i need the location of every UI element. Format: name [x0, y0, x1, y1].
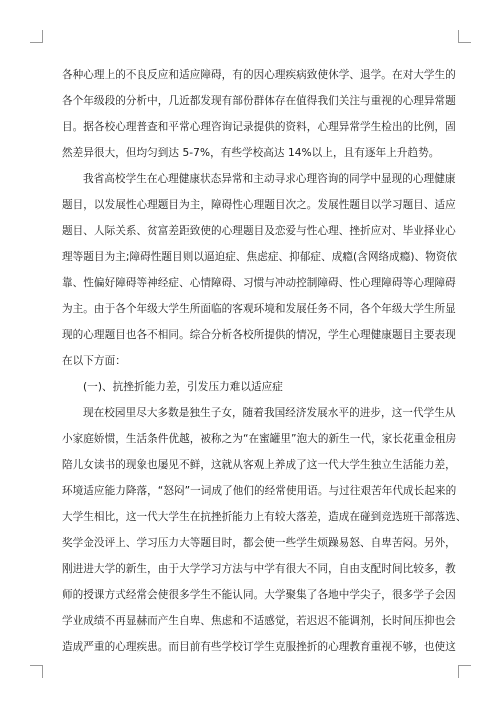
text-line: 题目、人际关系、贫富差距致使的心理题目及恋爱与性心理、挫折应对、毕业择业心: [62, 225, 456, 237]
text-line: 师的授课方式经常会使很多学生不能认同。大学聚集了各地中学尖子，很多学子会因: [62, 589, 456, 601]
text-line: 小家庭娇惯，生活条件优越，被称之为“在蜜罐里”泡大的新生一代，家长花重金租房: [62, 433, 457, 445]
text-line: 学业成绩不再显赫而产生自卑、焦虑和不适感觉，若迟迟不能调剂，长时间压抑也会: [62, 615, 456, 627]
crop-mark-top-right: [458, 30, 471, 43]
text-line: 理等题目为主;障碍性题目则以逼迫症、焦虑症、抑郁症、成瘾(含网络成瘾)、物资依: [62, 251, 458, 263]
text-line: 目。据各校心理普查和平常心理咨询记录提供的资料，心理异常学生检出的比例，固: [62, 121, 456, 133]
text-line: 刚进进大学的新生，由于大学学习方法与中学有很大不同，自由支配时间比较多，教: [62, 563, 456, 575]
crop-mark-top-left: [30, 30, 43, 43]
text-line: 各种心理上的不良反应和适应障碍，有的因心理疾病致使休学、退学。在对大学生的: [62, 69, 456, 81]
document-body: [62, 62, 467, 660]
text-line: 各个年级段的分析中，几近都发现有部份群体存在值得我们关注与重视的心理异常题: [62, 95, 456, 107]
text-line: 然差异很大，但均匀到达 5-7%，有些学校高达 14%以上，且有逐年上升趋势。: [62, 147, 440, 159]
text-line: 题目，以发展性心理题目为主，障碍性心理题目次之。发展性题目以学习题目、适应: [62, 199, 456, 211]
text-line: 陪儿女读书的现象也屡见不鲜，这就从客观上养成了这一代大学生独立生活能力差，: [62, 459, 456, 471]
crop-mark-bottom-right: [458, 665, 471, 678]
text-line: 为主。由于各个年级大学生所面临的客观环境和发展任务不同，各个年级大学生所显: [62, 303, 456, 315]
text-line: 我省高校学生在心理健康状态异常和主动寻求心理咨询的同学中显现的心理健康: [83, 173, 456, 185]
text-line: 大学生相比，这一代大学生在抗挫折能力上有较大落差，造成在碰到竞选班干部落选、: [62, 511, 467, 523]
text-line: 现的心理题目也各不相同。综合分析各校所提供的情况，学生心理健康题目主要表现: [62, 329, 456, 341]
text-line: 在以下方面：: [62, 355, 126, 367]
crop-mark-bottom-left: [30, 665, 43, 678]
text-line: 现在校园里尽大多数是独生子女，随着我国经济发展水平的进步，这一代学生从: [83, 407, 456, 419]
text-line: 造成严重的心理疾患。而目前有些学校订学生克服挫折的心理教育重视不够，也使这: [62, 641, 456, 653]
text-line: 环境适应能力降落，“怒闷”一词成了他们的经常使用语。与过往艰苦年代成长起来的: [62, 485, 457, 497]
text-line: 奖学金没评上、学习压力大等题目时，都会使一些学生烦躁易怒、自卑苦闷。另外，: [62, 537, 456, 549]
text-line: 靠、性偏好障碍等神经症、心情障碍、习惯与冲动控制障碍、性心理障碍等心理障碍: [62, 277, 456, 289]
text-line: (一)、抗挫折能力差，引发压力难以适应症: [83, 381, 283, 393]
